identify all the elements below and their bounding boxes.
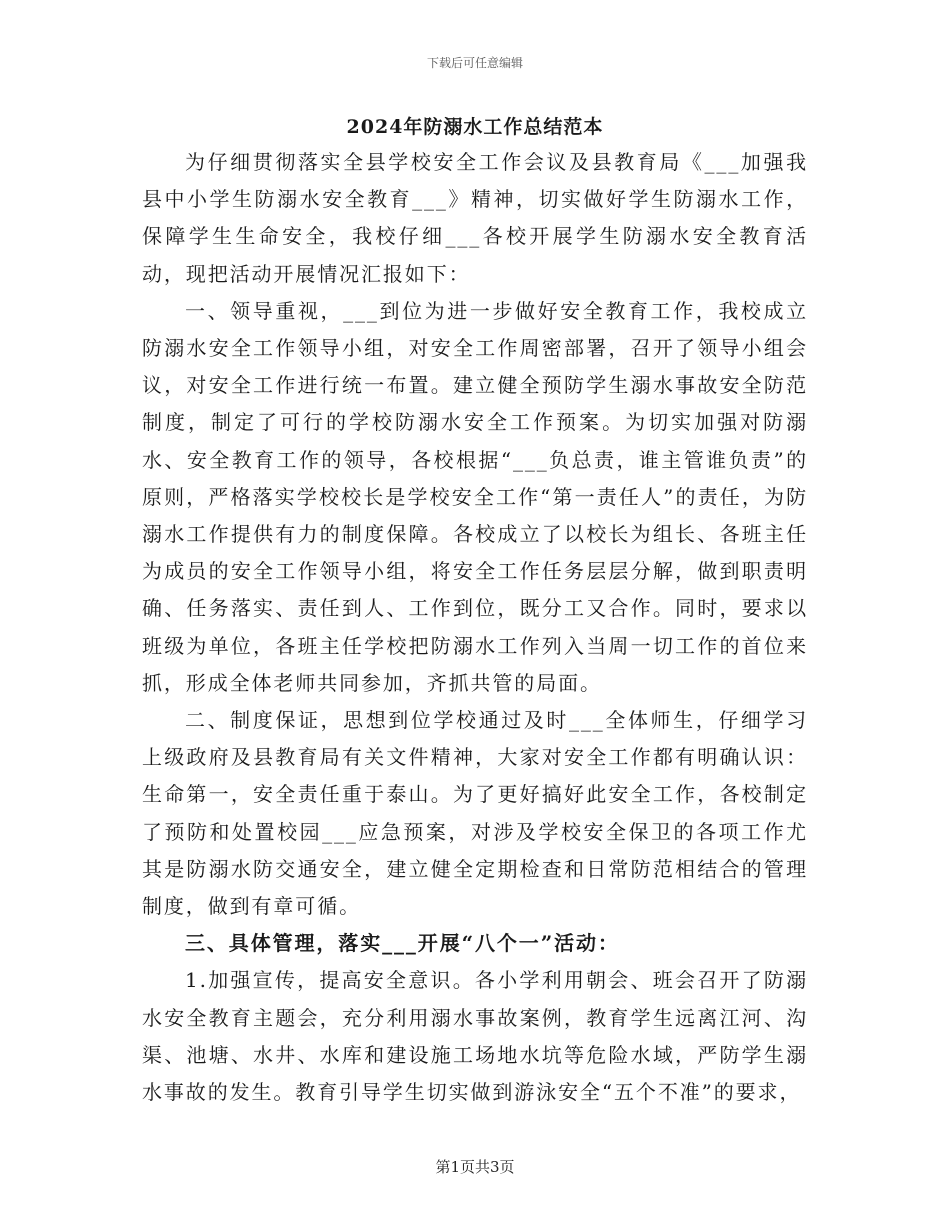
section-3-heading: 三、具体管理，落实___开展“八个一”活动：: [185, 931, 620, 956]
document-title: 2024年防溺水工作总结范本: [346, 116, 604, 138]
page-number-footer: 第1页共3页: [435, 1158, 515, 1176]
page-header-note: 下载后可任意编辑: [426, 56, 523, 70]
paragraph-section-3-item-1: 1.加强宣传，提高安全意识。各小学利用朝会、班会召开了防溺水安全教育主题会，充分利用溺水事故案例，教育学生远离江河、沟渠、池塘、水井、水库和建设施工场地水坑等危险水域，严防学生溺水事故的发生。教育引导学生切实做到游泳安全“五个不准”的要求，: [142, 968, 808, 1105]
paragraph-intro: 为仔细贯彻落实全县学校安全工作会议及县教育局《___加强我县中小学生防溺水安全教育___》精神，切实做好学生防溺水工作，保障学生生命安全，我校仔细___各校开展学生防溺水安全教育活动，现把活动开展情况汇报如下：: [142, 150, 808, 286]
document-body: [142, 144, 808, 1111]
paragraph-section-1: 一、领导重视，___到位为进一步做好安全教育工作，我校成立防溺水安全工作领导小组，对安全工作周密部署，召开了领导小组会议，对安全工作进行统一布置。建立健全预防学生溺水事故安全防范制度，制定了可行的学校防溺水安全工作预案。为切实加强对防溺水、安全教育工作的领导，各校根据“___负总责，谁主管谁负责”的原则，严格落实学校校长是学校安全工作“第一责任人”的责任，为防溺水工作提供有力的制度保障。各校成立了以校长为组长、各班主任为成员的安全工作领导小组，将安全工作任务层层分解，做到职责明确、任务落实、责任到人、工作到位，既分工又合作。同时，要求以班级为单位，各班主任学校把防溺水工作列入当周一切工作的首位来抓，形成全体老师共同参加，齐抓共管的局面。: [142, 298, 808, 695]
paragraph-section-2: 二、制度保证，思想到位学校通过及时___全体师生，仔细学习上级政府及县教育局有关文件精神，大家对安全工作都有明确认识：生命第一，安全责任重于泰山。为了更好搞好此安全工作，各校制定了预防和处置校园___应急预案，对涉及学校安全保卫的各项工作尤其是防溺水防交通安全，建立健全定期检查和日常防范相结合的管理制度，做到有章可循。: [142, 708, 808, 919]
